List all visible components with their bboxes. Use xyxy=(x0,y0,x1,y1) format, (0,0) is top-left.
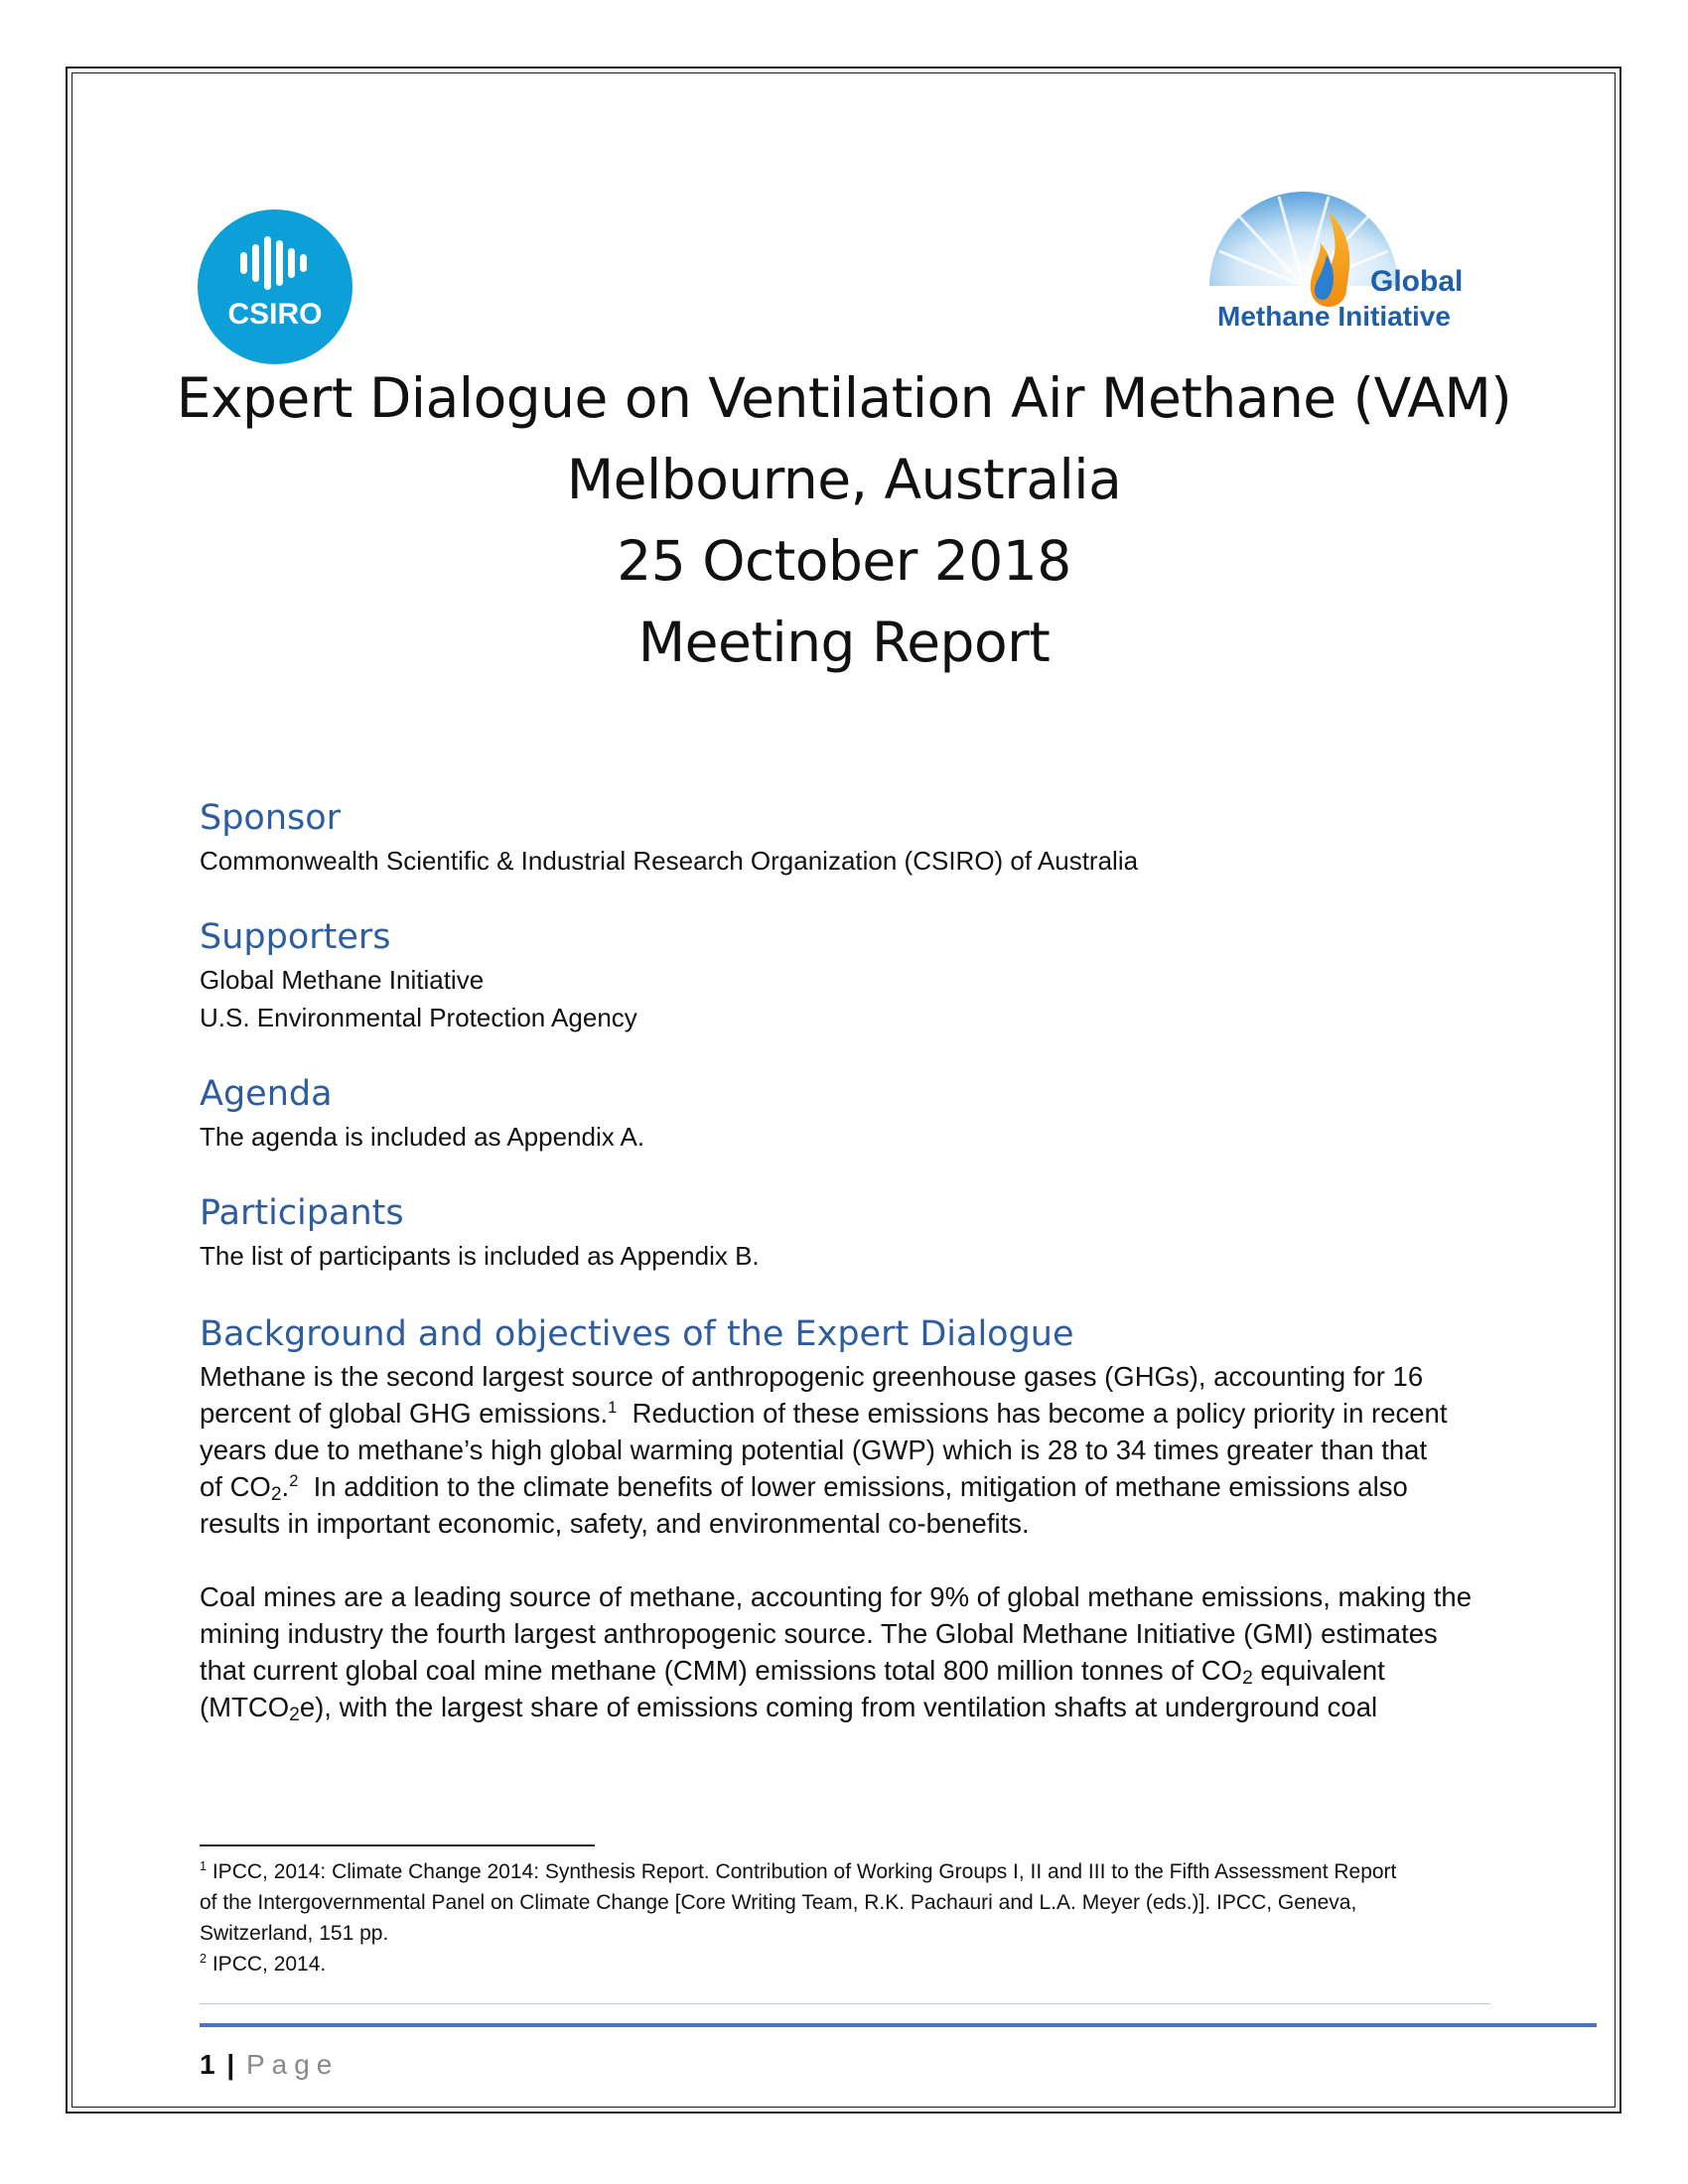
paragraph-line: results in important economic, safety, and environmental co-benefits. xyxy=(200,1508,1030,1539)
footnote-text: IPCC, 2014. xyxy=(207,1953,327,1976)
paragraph-line: years due to methane’s high global warming potential (GWP) which is 28 to 34 times greater than that xyxy=(200,1434,1428,1465)
footnotes xyxy=(200,1856,1510,1979)
footnote-text: IPCC, 2014: Climate Change 2014: Synthesis Report. Contribution of Working Groups I, II and III to the Fifth Assessment Report xyxy=(207,1860,1397,1883)
participants-section xyxy=(200,1189,1490,1275)
paragraph-line xyxy=(200,1468,1490,1505)
subscript: 2 xyxy=(1242,1667,1253,1689)
gmi-logo-text-line2: Methane Initiative xyxy=(1217,301,1451,332)
sponsor-section xyxy=(200,794,1490,880)
background-section xyxy=(200,1310,1490,1725)
document-body xyxy=(200,794,1490,1725)
paragraph-line xyxy=(200,1395,1490,1432)
text-run: equivalent xyxy=(1252,1655,1385,1686)
text-run: of CO xyxy=(200,1471,271,1502)
agenda-section xyxy=(200,1070,1490,1156)
page-footer xyxy=(200,2047,339,2083)
sponsor-line: Commonwealth Scientific & Industrial Research Organization (CSIRO) of Australia xyxy=(200,846,1139,876)
text-run: In addition to the climate benefits of lower emissions, mitigation of methane emissions also xyxy=(298,1471,1408,1502)
paragraph-line xyxy=(200,1652,1490,1689)
supporters-heading: Supporters xyxy=(200,917,391,957)
paragraph-line: Methane is the second largest source of anthropogenic greenhouse gases (GHGs), accounting for 16 xyxy=(200,1361,1424,1392)
text-run: (MTCO xyxy=(200,1692,290,1722)
title-line-3: 25 October 2018 xyxy=(617,529,1071,593)
paragraph-line: mining industry the fourth largest anthropogenic source. The Global Methane Initiative (GMI) estimates xyxy=(200,1618,1438,1649)
footnote-text: of the Intergovernmental Panel on Climate Change [Core Writing Team, R.K. Pachauri and L.A. Meyer (eds.)]. IPCC, Geneva, xyxy=(200,1891,1357,1914)
title-line-2: Melbourne, Australia xyxy=(566,448,1122,511)
title-line-1: Expert Dialogue on Ventilation Air Methane (VAM) xyxy=(176,366,1512,430)
subscript: 2 xyxy=(289,1704,300,1725)
page-separator: | xyxy=(226,2049,235,2080)
footnote-number: 2 xyxy=(200,1952,208,1966)
subscript: 2 xyxy=(270,1483,282,1505)
text-run: that current global coal mine methane (CMM) emissions total 800 million tonnes of CO xyxy=(200,1655,1243,1686)
csiro-logo-text: CSIRO xyxy=(227,298,323,331)
paragraph-line xyxy=(200,1689,1490,1725)
background-heading: Background and objectives of the Expert Dialogue xyxy=(200,1314,1074,1354)
text-run: Reduction of these emissions has become a policy priority in recent xyxy=(617,1398,1448,1429)
footnote-text: Switzerland, 151 pp. xyxy=(200,1922,389,1945)
supporters-section xyxy=(200,913,1490,1036)
agenda-line: The agenda is included as Appendix A. xyxy=(200,1122,645,1152)
footnote-number: 1 xyxy=(200,1859,208,1873)
agenda-heading: Agenda xyxy=(200,1074,333,1114)
page-label: Page xyxy=(245,2049,340,2080)
footnote-ref-1: 1 xyxy=(608,1398,618,1417)
background-paragraph-2 xyxy=(200,1578,1490,1725)
sponsor-heading: Sponsor xyxy=(200,798,342,838)
footnote-ref-2: 2 xyxy=(289,1471,299,1490)
gmi-logo-text-line1: Global xyxy=(1370,265,1464,298)
paragraph-line: Coal mines are a leading source of methane, accounting for 9% of global methane emissions, making the xyxy=(200,1581,1473,1612)
global-methane-initiative-logo xyxy=(1209,192,1497,339)
document-title xyxy=(119,357,1569,683)
footer-divider-thin xyxy=(200,2003,1490,2004)
csiro-logo xyxy=(197,208,353,365)
page-number: 1 xyxy=(200,2049,215,2080)
text-run: percent of global GHG emissions. xyxy=(200,1398,609,1429)
participants-line: The list of participants is included as Appendix B. xyxy=(200,1241,760,1271)
title-line-4: Meeting Report xyxy=(637,611,1051,674)
text-run: e), with the largest share of emissions coming from ventilation shafts at underground coal xyxy=(299,1692,1378,1722)
footnote-separator xyxy=(200,1844,595,1846)
participants-heading: Participants xyxy=(200,1193,404,1233)
text-run: . xyxy=(281,1471,290,1502)
background-paragraph-1 xyxy=(200,1358,1490,1542)
footnote-1 xyxy=(200,1856,1510,1887)
footer-divider-thick xyxy=(200,2023,1597,2027)
supporter-line: U.S. Environmental Protection Agency xyxy=(200,1003,637,1032)
supporter-line: Global Methane Initiative xyxy=(200,965,485,995)
footnote-2 xyxy=(200,1949,1510,1979)
